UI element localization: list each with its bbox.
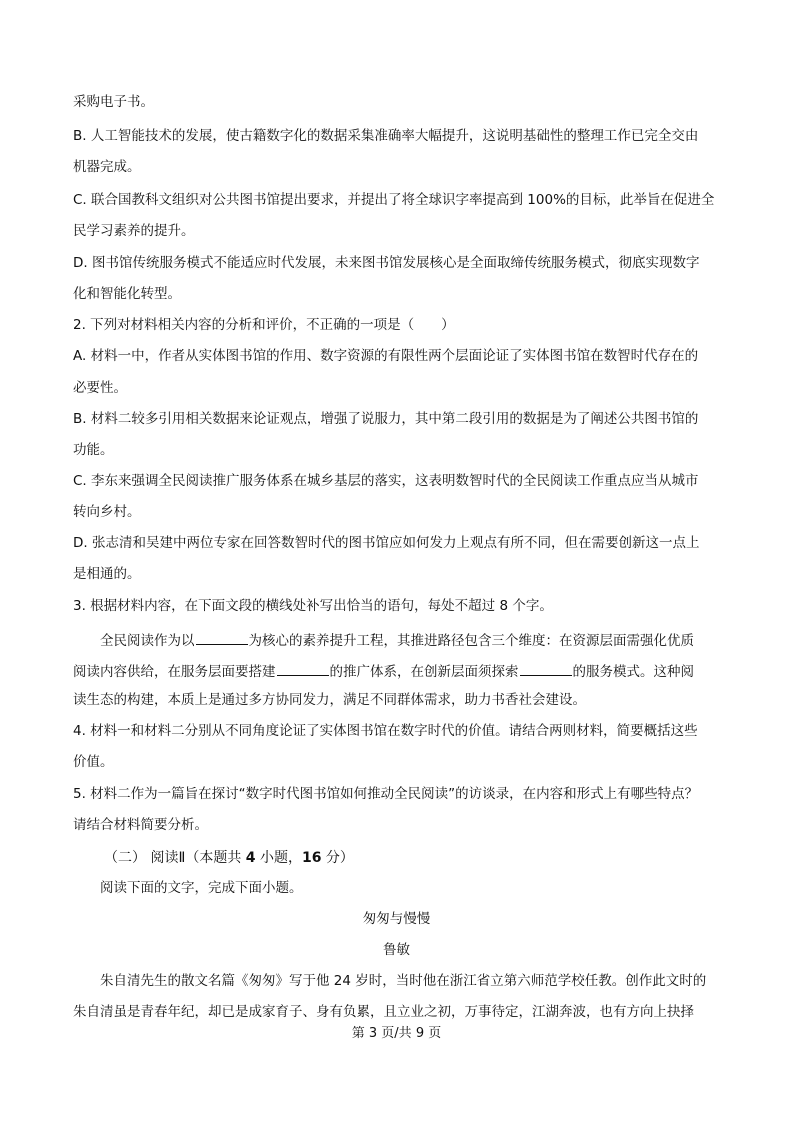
text-line: 是相通的。 <box>73 566 141 582</box>
text-line: 必要性。 <box>73 380 127 396</box>
text-line: 转向乡村。 <box>73 504 141 520</box>
text-line: 民学习素养的提升。 <box>73 223 195 239</box>
fill-paragraph-line: 读生态的构建，本质上是通过多方协同发力，满足不同群体需求，助力书香社会建设。 <box>73 692 586 708</box>
section-suffix: 分） <box>321 850 354 866</box>
paragraph-text: 的服务模式。这种阅 <box>572 664 694 680</box>
text-line: 化和智能化转型。 <box>73 286 181 302</box>
article-paragraph: 朱自清先生的散文名篇《匆匆》写于他 24 岁时，当时他在浙江省立第六师范学校任教。创作此文时的 <box>100 973 707 989</box>
page-footer: 第 3 页/共 9 页 <box>351 1026 442 1041</box>
paragraph-text: 阅读内容供给，在服务层面要搭建 <box>73 664 276 680</box>
section-count: 4 <box>245 850 256 866</box>
question-5: 5. 材料二作为一篇旨在探讨“数字时代图书馆如何推动全民阅读”的访谈录，在内容和形式上有哪些特点？ <box>73 786 699 802</box>
fill-paragraph-line <box>100 632 694 649</box>
fill-blank[interactable] <box>277 663 329 676</box>
fill-paragraph-line <box>73 663 694 680</box>
question-2: 2. 下列对材料相关内容的分析和评价，不正确的一项是（ ） <box>73 317 455 333</box>
text-line: C. 李东来强调全民阅读推广服务体系在城乡基层的落实，这表明数智时代的全民阅读工作重点应当从城市 <box>73 473 699 489</box>
question-4: 4. 材料一和材料二分别从不同角度论证了实体图书馆在数字时代的价值。请结合两则材料，简要概括这些 <box>73 723 698 739</box>
fill-blank[interactable] <box>196 632 248 645</box>
paragraph-text: 为核心的素养提升工程，其推进路径包含三个维度：在资源层面需强化优质 <box>248 633 694 649</box>
text-line: C. 联合国教科文组织对公共图书馆提出要求，并提出了将全球识字率提高到 100%的目标，此举旨在促进全 <box>73 192 715 208</box>
article-title: 匆匆与慢慢 <box>362 911 431 927</box>
text-line: 采购电子书。 <box>73 94 154 110</box>
reading-instruction: 阅读下面的文字，完成下面小题。 <box>100 880 303 896</box>
text-line: A. 材料一中，作者从实体图书馆的作用、数字资源的有限性两个层面论证了实体图书馆在数智时代存在的 <box>73 348 699 364</box>
text-line: D. 张志清和吴建中两位专家在回答数智时代的图书馆应如何发力上观点有所不同，但在需要创新这一点上 <box>73 535 700 551</box>
text-line: 机器完成。 <box>73 159 141 175</box>
fill-blank[interactable] <box>520 663 572 676</box>
text-line: B. 人工智能技术的发展，使古籍数字化的数据采集准确率大幅提升，这说明基础性的整理工作已完全交由 <box>73 128 699 144</box>
section-prefix: （二） 阅读Ⅱ（本题共 <box>104 850 246 866</box>
paragraph-text: 的推广体系，在创新层面须探索 <box>329 664 519 680</box>
question-3: 3. 根据材料内容，在下面文段的横线处补写出恰当的语句，每处不超过 8 个字。 <box>73 598 553 614</box>
article-paragraph: 朱自清虽是青春年纪，却已是成家育子、身有负累，且立业之初，万事待定，江湖奔波，也有方向上抉择 <box>73 1004 694 1020</box>
paragraph-text: 全民阅读作为以 <box>100 633 195 649</box>
text-line: 请结合材料简要分析。 <box>73 817 208 833</box>
text-line: 功能。 <box>73 442 114 458</box>
text-line: D. 图书馆传统服务模式不能适应时代发展，未来图书馆发展核心是全面取缔传统服务模式，彻底实现数字 <box>73 255 700 271</box>
section-mid: 小题， <box>255 850 302 866</box>
text-line: B. 材料二较多引用相关数据来论证观点，增强了说服力，其中第二段引用的数据是为了阐述公共图书馆的 <box>73 411 699 427</box>
section-score: 16 <box>302 850 322 866</box>
section-heading <box>104 851 354 865</box>
article-author: 鲁敏 <box>383 942 410 958</box>
text-line: 价值。 <box>73 754 114 770</box>
